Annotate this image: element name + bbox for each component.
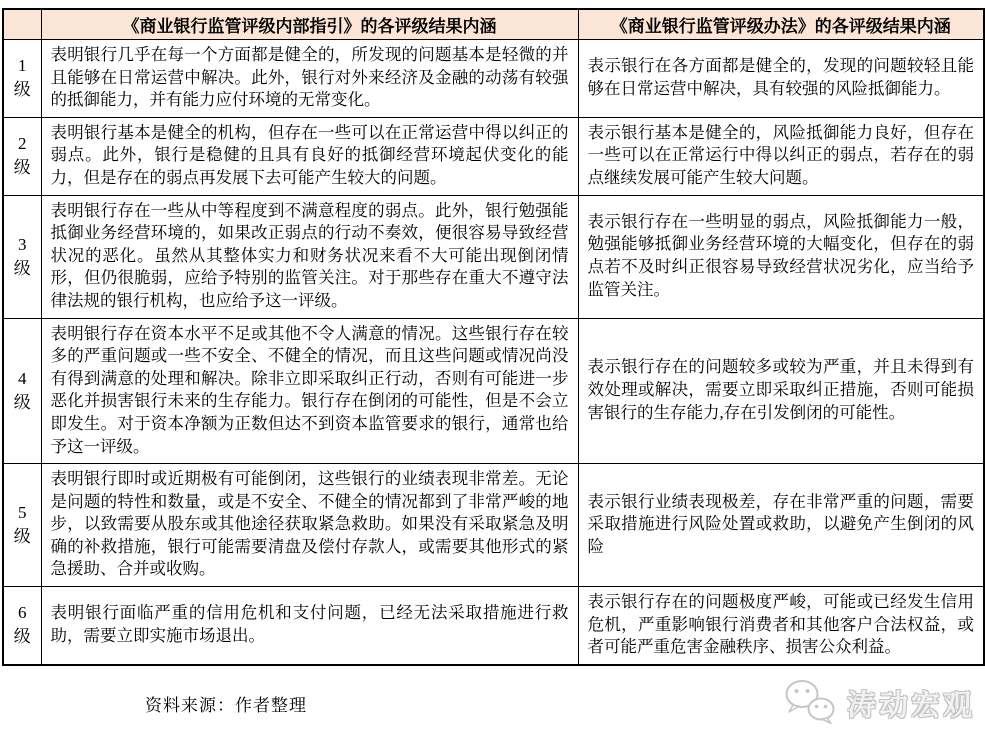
table-row [3, 587, 984, 665]
guideline-cell: 表明银行即时或近期极有可能倒闭，这些银行的业绩表现非常差。无论是问题的特性和数量，或是不安全、不健全的情况都到了非常严峻的地步，以致需要从股东或其他途径获取紧急救助。如果没有采取紧急及明确的补救措施，银行可能需要清盘及偿付存款人，或需要其他形式的紧急援助、合并或收购。 [41, 464, 578, 587]
source-note: 资料来源：作者整理 [145, 695, 307, 715]
header-method-column: 《商业银行监管评级办法》的各评级结果内涵 [578, 9, 984, 40]
level-label: 1级 [13, 56, 31, 100]
method-cell: 表示银行业绩表现极差，存在非常严重的问题，需要采取措施进行风险处置或救助，以避免产生倒闭的风险 [578, 464, 984, 587]
level-cell [3, 464, 41, 587]
table-row [3, 195, 984, 318]
header-level [3, 9, 41, 40]
watermark [781, 678, 975, 729]
level-label: 5级 [13, 503, 31, 547]
guideline-cell: 表明银行几乎在每一个方面都是健全的，所发现的问题基本是轻微的并且能够在日常运营中解决。此外，银行对外来经济及金融的动荡有较强的抵御能力，并有能力应付环境的无常变化。 [41, 40, 578, 118]
rating-comparison-table [2, 8, 985, 666]
level-cell [3, 318, 41, 464]
watermark-text: 涛动宏观 [846, 689, 975, 722]
level-cell [3, 587, 41, 665]
wechat-icon [781, 678, 839, 729]
header-guideline-column: 《商业银行监管评级内部指引》的各评级结果内涵 [41, 9, 578, 40]
method-cell: 表示银行基本是健全的，风险抵御能力良好，但存在一些可以在正常运行中得以纠正的弱点，若存在的弱点继续发展可能产生较大问题。 [578, 117, 984, 195]
table-row [3, 117, 984, 195]
table-row [3, 40, 984, 118]
level-cell [3, 40, 41, 118]
method-cell: 表示银行存在的问题较多或较为严重，并且未得到有效处理或解决，需要立即采取纠正措施，否则可能损害银行的生存能力,存在引发倒闭的可能性。 [578, 318, 984, 464]
method-cell: 表示银行存在一些明显的弱点，风险抵御能力一般，勉强能够抵御业务经营环境的大幅变化，但存在的弱点若不及时纠正很容易导致经营状况劣化，应当给予监管关注。 [578, 195, 984, 318]
guideline-cell: 表明银行存在资本水平不足或其他不令人满意的情况。这些银行存在较多的严重问题或一些不安全、不健全的情况，而且这些问题或情况尚没有得到满意的处理和解决。除非立即采取纠正行动，否则有可能进一步恶化并损害银行未来的生存能力。银行存在倒闭的可能性，但是不会立即发生。对于资本净额为正数但达不到资本监管要求的银行，通常也给予这一评级。 [41, 318, 578, 464]
level-label: 4级 [13, 368, 31, 412]
level-label: 3级 [13, 234, 31, 278]
level-cell [3, 195, 41, 318]
guideline-cell: 表明银行存在一些从中等程度到不满意程度的弱点。此外，银行勉强能抵御业务经营环境的，如果改正弱点的行动不奏效，便很容易导致经营状况的恶化。虽然从其整体实力和财务状况来看不大可能出现倒闭情形，但仍很脆弱，应给予特别的监管关注。对于那些存在重大不遵守法律法规的银行机构，也应给予这一评级。 [41, 195, 578, 318]
level-label: 2级 [13, 134, 31, 178]
guideline-cell: 表明银行基本是健全的机构，但存在一些可以在正常运营中得以纠正的弱点。此外，银行是稳健的且具有良好的抵御经营环境起伏变化的能力，但是存在的弱点再发展下去可能产生较大的问题。 [41, 117, 578, 195]
header-row [3, 9, 984, 40]
level-cell [3, 117, 41, 195]
method-cell: 表示银行在各方面都是健全的，发现的问题较轻且能够在日常运营中解决，具有较强的风险抵御能力。 [578, 40, 984, 118]
guideline-cell: 表明银行面临严重的信用危机和支付问题，已经无法采取措施进行救助，需要立即实施市场退出。 [41, 587, 578, 665]
footer [145, 678, 975, 729]
level-label: 6级 [13, 603, 31, 647]
method-cell: 表示银行存在的问题极度严峻，可能或已经发生信用危机，严重影响银行消费者和其他客户合法权益，或者可能严重危害金融秩序、损害公众利益。 [578, 587, 984, 665]
table-row [3, 464, 984, 587]
table-row [3, 318, 984, 464]
